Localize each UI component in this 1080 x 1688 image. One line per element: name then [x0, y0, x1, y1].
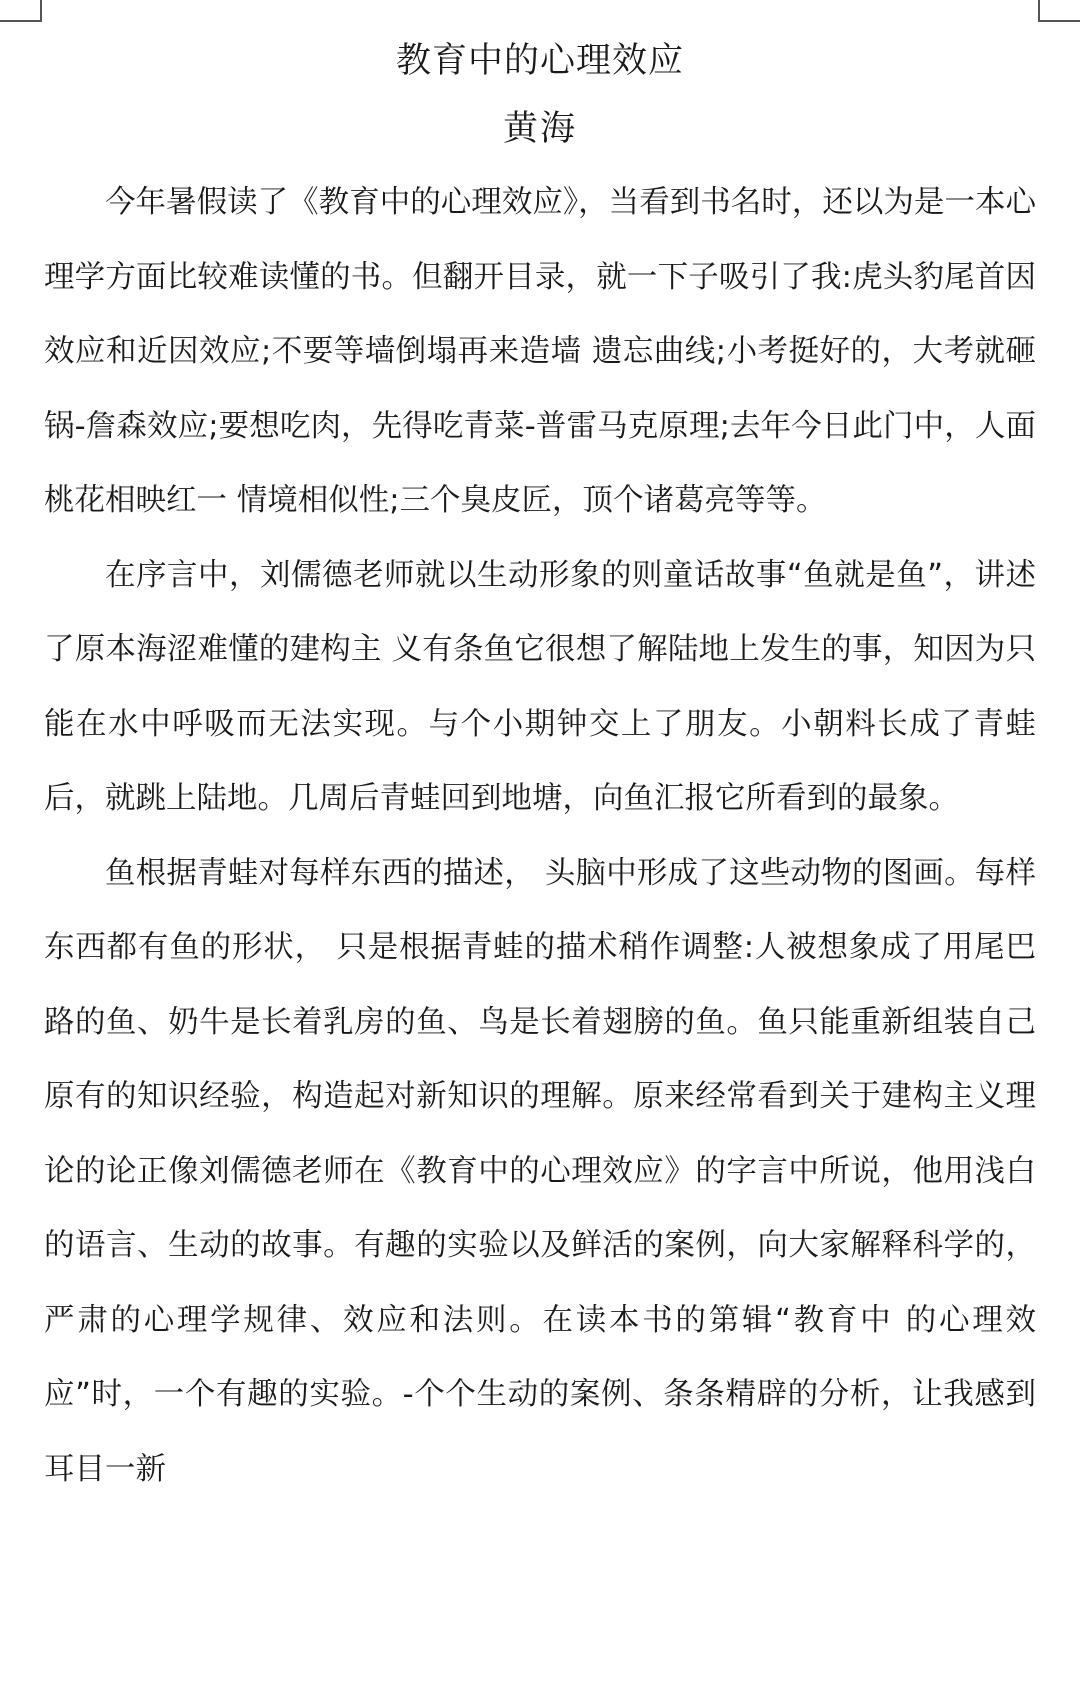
paragraph-3: 鱼根据青蛙对每样东西的描述， 头脑中形成了这些动物的图画。每样东西都有鱼的形状， 只是根据青蛙的描术稍作调整:人被想象成了用尾巴路的鱼、奶牛是长着乳房的鱼、鸟是长着翅膀的鱼。鱼只能重新组装自己原有的知识经验，构造起对新知识的理解。原来经常看到关于建构主义理论的论正像刘儒德老师在《教育中的心理效应》的字言中所说，他用浅白的语言、生动的故事。有趣的实验以及鲜活的案例，向大家解释科学的，严肃的心理学规律、效应和法则。在读本书的第辑“教育中 的心理效应”时，一个有趣的实验。-个个生动的案例、条条精辟的分析，让我感到耳目一新	[44, 855, 1036, 1487]
page-corner-mark-top-right	[1038, 0, 1080, 22]
document-title: 教育中的心理效应	[395, 41, 684, 81]
page-corner-mark-top-left	[0, 0, 42, 22]
document-author: 黄海	[502, 109, 577, 149]
document-page	[44, 28, 1036, 1507]
paragraph-2: 在序言中，刘儒德老师就以生动形象的则童话故事“鱼就是鱼”，讲述了原本海涩难懂的建构主 义有条鱼它很想了解陆地上发生的事，知因为只能在水中呼吸而无法实现。与个小期钟交上了朋友。小朝料长成了青蛙后，就跳上陆地。几周后青蛙回到地塘，向鱼汇报它所看到的最象。	[44, 557, 1036, 816]
paragraph-1: 今年暑假读了《教育中的心理效应》，当看到书名时，还以为是一本心理学方面比较难读懂的书。但翻开目录，就一下子吸引了我:虎头豹尾首因效应和近因效应;不要等墙倒塌再来造墙 遗忘曲线;小考挺好的，大考就砸锅-詹森效应;要想吃肉，先得吃青菜-普雷马克原理;去年今日此门中，人面桃花相映红一 情境相似性;三个臭皮匠，顶个诸葛亮等等。	[44, 185, 1036, 518]
